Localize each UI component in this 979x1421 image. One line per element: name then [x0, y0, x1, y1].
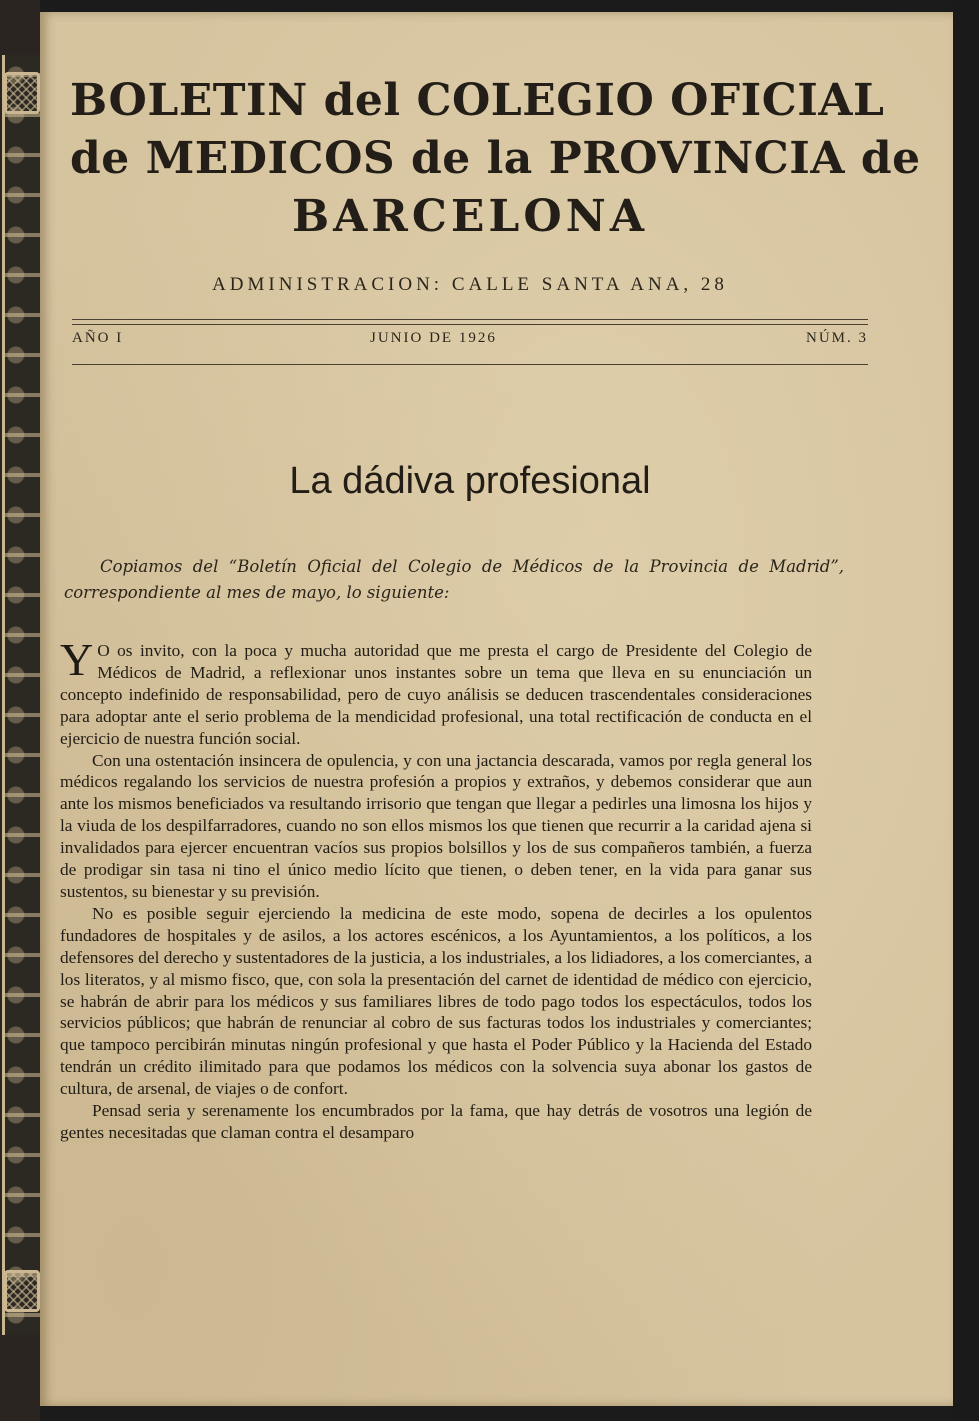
article-body	[60, 634, 812, 1144]
masthead-line-2: de MEDICOS de la PROVINCIA de	[70, 133, 921, 184]
masthead	[70, 72, 921, 246]
issue-info-row	[72, 330, 868, 356]
binding-ornament	[2, 55, 40, 1335]
administration-address: ADMINISTRACION: CALLE SANTA ANA, 28	[212, 274, 728, 295]
divider	[72, 364, 868, 365]
issue-year: AÑO I	[72, 330, 124, 346]
paragraph	[60, 634, 812, 750]
paragraph-text: O os invito, con la poca y mucha autoridad que me presta el cargo de Presidente del Colegio de Médicos de Madrid, a reflexionar unos instantes sobre un tema que lleva en su enunciación un concepto indefinido de responsabilidad, pero de cuyo análisis se deducen trascendentales consideraciones para adoptar ante el serio problema de la mendicidad profesional, una total rectificación de conducta en el ejercicio de nuestra función social.	[60, 641, 812, 748]
divider	[72, 319, 868, 320]
issue-number: NÚM. 3	[805, 330, 868, 346]
article-intro: Copiamos del “Boletín Oficial del Colegio de Médicos de la Provincia de Madrid”, correspondiente al mes de mayo, lo siguiente:	[64, 557, 844, 602]
article-title: La dádiva profesional	[289, 460, 651, 502]
divider	[72, 324, 868, 325]
page-edge	[953, 0, 979, 1421]
book-binding	[0, 0, 40, 1421]
masthead-line-1: BOLETIN del COLEGIO OFICIAL	[70, 75, 885, 126]
binding-knot-ornament	[4, 72, 40, 114]
paragraph: Pensad seria y serenamente los encumbrados por la fama, que hay detrás de vosotros una legión de gentes necesitadas que claman contra el desamparo	[60, 1101, 812, 1142]
masthead-line-3: BARCELONA	[291, 191, 649, 242]
document-page	[40, 12, 953, 1406]
issue-date: JUNIO DE 1926	[370, 330, 497, 346]
paragraph: No es posible seguir ejerciendo la medicina de este modo, sopena de decirles a los opulentos fundadores de hospitales y de asilos, a los actores escénicos, a los Ayuntamientos, a los políticos, a los defensores del derecho y sustentadores de la justicia, a los industriales, a los lidiadores, a los comerciantes, a los literatos, y al mismo fisco, que, con sola la presentación del carnet de identidad de médico con ejercicio, se habrán de abrir para los médicos y sus familiares libres de todo pago todos los espectáculos, todos los servicios públicos; que habrán de renunciar al cobro de sus facturas todos los industriales y comerciantes; que tampoco percibirán minutas ningún profesional y que hasta el Poder Público y la Hacienda del Estado tendrán un crédito ilimitado para que podamos los médicos con la solvencia suya abonar los gastos de cultura, de arsenal, de viajes o de confort.	[60, 903, 812, 1099]
drop-cap: Y	[60, 634, 94, 685]
paragraph: Con una ostentación insincera de opulencia, y con una jactancia descarada, vamos por regla general los médicos regalando los servicios de nuestra profesión a propios y extraños, y debemos considerar que aun ante los mismos beneficiados va resultando irrisorio que tengan que llegar a pedirles una limosna los hijos y la viuda de los despilfarradores, cuando no son ellos mismos los que tienen que recurrir a la caridad ajena si invalidados para ejercer encuentran vacíos sus propios bolsillos y los de sus compañeros también, a fuerza de prodigar sin tasa ni tino el único medio lícito que tienen, o deben tener, en la vida para ganar sus sustentos, su bienestar y su previsión.	[60, 750, 812, 901]
binding-knot-ornament	[4, 1270, 40, 1312]
